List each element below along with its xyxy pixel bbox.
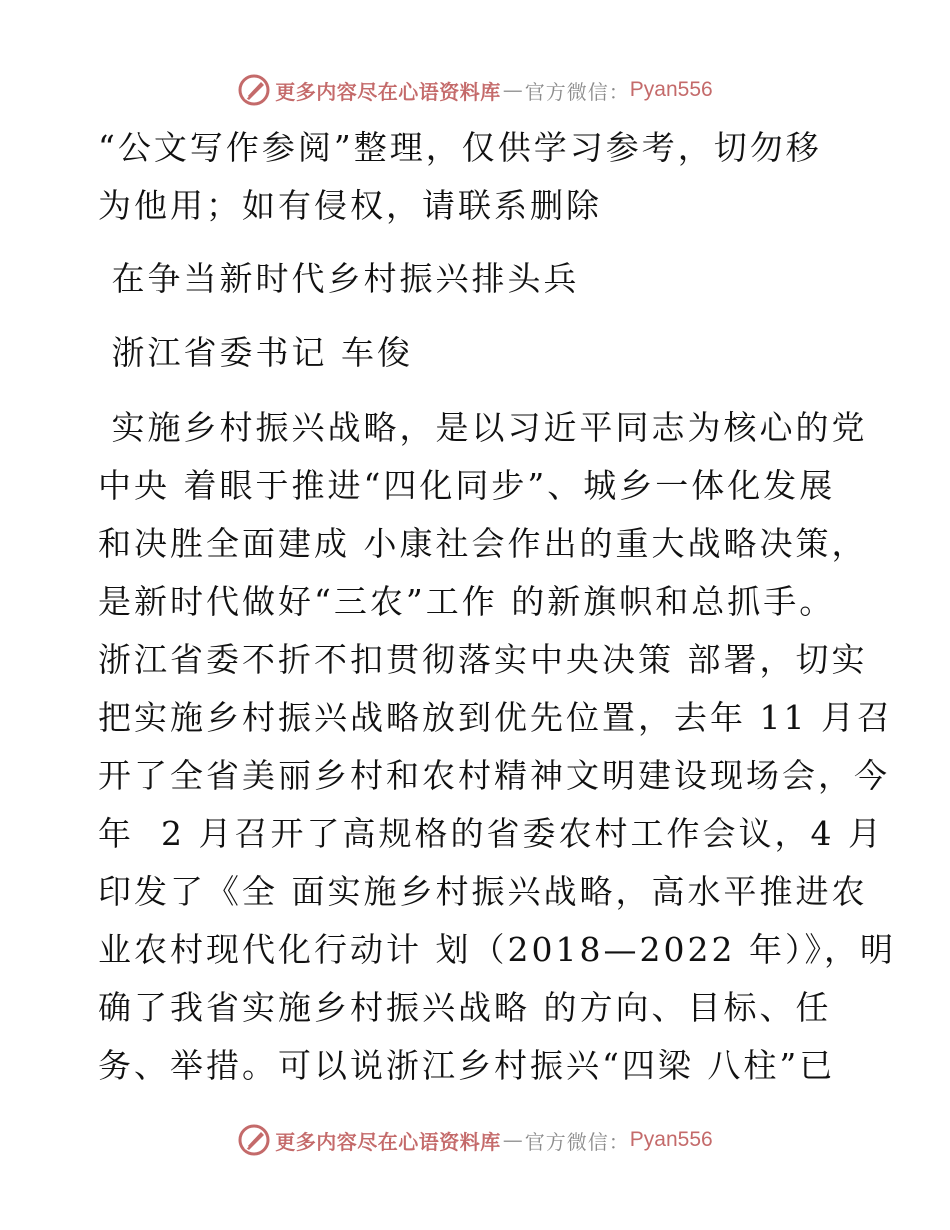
body-line: 是新时代做好“三农”工作 的新旗帜和总抓手。 (98, 582, 836, 621)
banner-separator: — (502, 1128, 523, 1152)
body-line: 务、举措。可以说浙江乡村振兴“四梁 八柱”已 (98, 1046, 836, 1085)
document-author: 浙江省委书记 车俊 (98, 333, 413, 372)
body-line: 浙江省委不折不扣贯彻落实中央决策 部署，切实 (98, 640, 868, 679)
brush-logo-icon (237, 73, 271, 107)
body-line: 中央 着眼于推进“四化同步”、城乡一体化发展 (98, 466, 836, 505)
footer-banner (0, 1120, 950, 1160)
banner-official-label: 官方微信： (524, 1129, 630, 1154)
body-line: 印发了《全 面实施乡村振兴战略，高水平推进农 (98, 872, 868, 911)
body-line: 和决胜全面建成 小康社会作出的重大战略决策， (98, 524, 868, 563)
body-line: 业农村现代化行动计 划（2018—2022 年）》，明 (98, 930, 896, 969)
body-line: 开了全省美丽乡村和农村精神文明建设现场会，今 (98, 756, 890, 795)
banner-separator: — (502, 78, 523, 102)
banner-site-name: 更多内容尽在心语资料库 (275, 1129, 501, 1154)
banner-official-label: 官方微信： (524, 79, 630, 104)
notice-line: 为他用；如有侵权，请联系删除 (98, 186, 602, 225)
header-banner (0, 70, 950, 110)
body-line: 实施乡村振兴战略，是以习近平同志为核心的党 (98, 408, 868, 447)
body-line: 年 2 月召开了高规格的省委农村工作会议，4 月 (98, 814, 884, 853)
body-line: 确了我省实施乡村振兴战略 的方向、目标、任 (98, 988, 832, 1027)
notice-line: “公文写作参阅”整理，仅供学习参考，切勿移 (98, 128, 822, 167)
body-line: 把实施乡村振兴战略放到优先位置，去年 11 月召 (98, 698, 893, 737)
banner-wechat-id: Pyan556 (629, 1128, 713, 1151)
brush-logo-icon (237, 1123, 271, 1157)
banner-site-name: 更多内容尽在心语资料库 (275, 79, 501, 104)
banner-wechat-id: Pyan556 (629, 78, 713, 101)
document-title: 在争当新时代乡村振兴排头兵 (98, 259, 580, 298)
